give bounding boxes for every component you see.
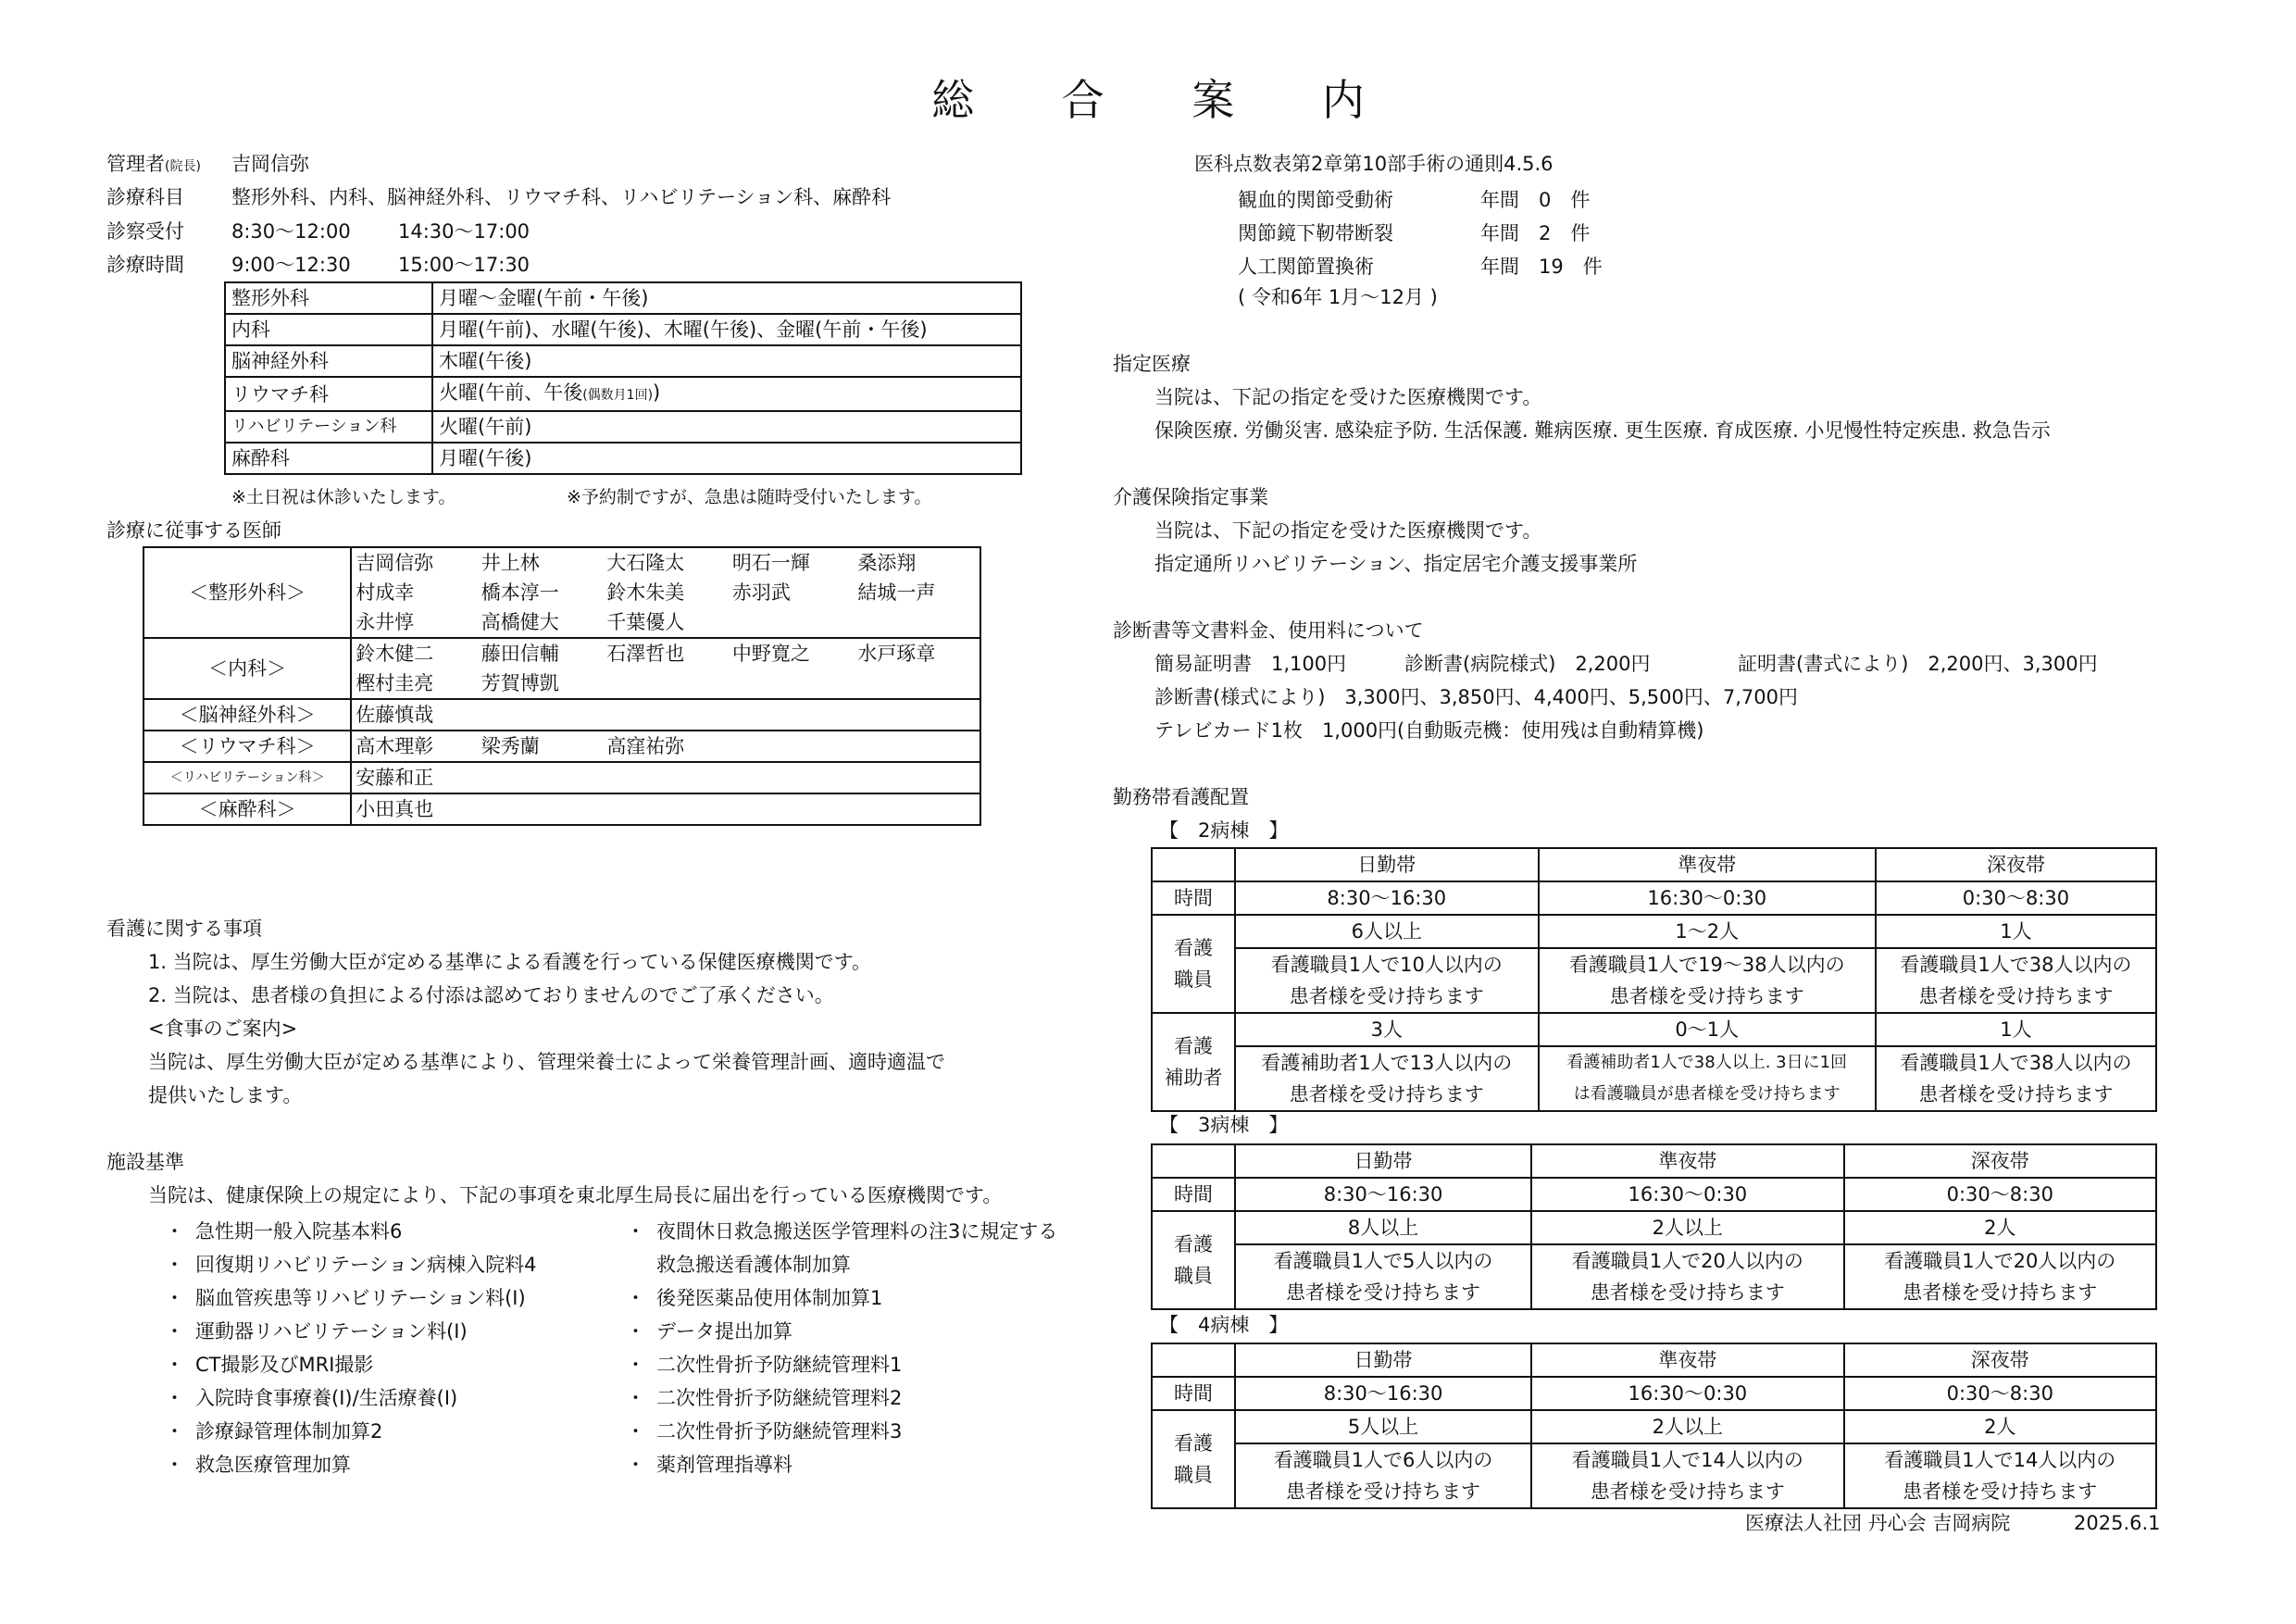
time-label: 時間 xyxy=(1152,1178,1235,1211)
nurse-desc: 患者様を受け持ちます xyxy=(1235,1476,1531,1508)
aide-label-line: 看護 xyxy=(1174,1035,1213,1057)
meal-heading: <食事のご案内> xyxy=(148,1018,298,1040)
schedule-dept: リウマチ科 xyxy=(225,377,432,411)
shift-header: 日勤帯 xyxy=(1235,1343,1531,1377)
surgery-name: 観血的関節受動術 xyxy=(1238,189,1393,211)
shift-time: 0:30～8:30 xyxy=(1876,881,2156,915)
schedule-time xyxy=(432,282,1021,314)
facility-item: ・ 二次性骨折予防継続管理料3 xyxy=(626,1415,1057,1448)
nurse-label-line: 職員 xyxy=(1174,1265,1213,1287)
nurse-label xyxy=(1152,1211,1235,1309)
facility-list-right xyxy=(626,1215,1057,1481)
doctor-category: ＜リハビリテーション科＞ xyxy=(144,762,351,793)
care-line-2: 指定通所リハビリテーション、指定居宅介護支援事業所 xyxy=(1154,553,1638,575)
doctor-name: 水戸琢章 xyxy=(854,638,980,668)
surgery-name: 人工関節置換術 xyxy=(1238,256,1374,278)
nurse-desc-row xyxy=(1152,948,2156,981)
surgery-name: 関節鏡下靭帯断裂 xyxy=(1238,222,1393,244)
dept-key: 診療科目 xyxy=(106,186,184,208)
doctor-row xyxy=(144,547,980,578)
fee-certificate: 証明書(書式により) 2,200円、3,300円 xyxy=(1738,653,2098,675)
nurse-label xyxy=(1152,915,1235,1013)
facility-item: ・ 救急医療管理加算 xyxy=(165,1448,536,1481)
nurse-count: 1人 xyxy=(1876,915,2156,948)
doctor-name: 藤田信輔 xyxy=(478,638,604,668)
nurse-desc: 看護職員1人で10人以内の xyxy=(1235,948,1539,981)
shift-header-row xyxy=(1152,1343,2156,1377)
aide-count: 0～1人 xyxy=(1539,1013,1876,1046)
schedule-time xyxy=(432,443,1021,474)
fees-line-3: テレビカード1枚 1,000円(自動販売機：使用残は自動精算機) xyxy=(1154,719,1704,742)
ward4-label: 【 4病棟 】 xyxy=(1159,1314,1289,1336)
doctor-name: 石澤哲也 xyxy=(603,638,729,668)
surgery-item xyxy=(1238,250,1701,283)
aide-desc-row xyxy=(1152,1046,2156,1079)
nurse-desc-row xyxy=(1152,1443,2156,1476)
doctor-name xyxy=(603,668,729,699)
hours-row xyxy=(106,251,530,279)
shift-header: 深夜帯 xyxy=(1844,1144,2156,1178)
nurse-count: 2人以上 xyxy=(1531,1211,1843,1244)
doctor-name: 大石隆太 xyxy=(603,547,729,578)
schedule-row xyxy=(225,345,1021,377)
aide-count-row xyxy=(1152,1013,2156,1046)
doctor-name xyxy=(854,762,980,793)
shift-time: 16:30～0:30 xyxy=(1539,881,1876,915)
doctor-name xyxy=(603,762,729,793)
dept-row xyxy=(106,183,892,211)
facility-list-left xyxy=(165,1215,536,1481)
doctor-name: 明石一輝 xyxy=(729,547,855,578)
nurse-count: 6人以上 xyxy=(1235,915,1539,948)
aide-desc: 患者様を受け持ちます xyxy=(1876,1079,2156,1111)
designated-line-1: 当院は、下記の指定を受けた医療機関です。 xyxy=(1154,386,1542,408)
doctor-name xyxy=(478,699,604,731)
facility-item: ・ 運動器リハビリテーション料(Ⅰ) xyxy=(165,1315,536,1348)
doctor-name: 鈴木朱美 xyxy=(606,581,685,604)
facility-item: ・ 二次性骨折予防継続管理料2 xyxy=(626,1381,1057,1415)
schedule-time-note: (偶数月1回) xyxy=(582,388,654,403)
nurse-desc: 患者様を受け持ちます xyxy=(1539,981,1876,1013)
shift-header: 日勤帯 xyxy=(1235,848,1539,881)
nurse-count-row xyxy=(1152,915,2156,948)
nurse-desc: 患者様を受け持ちます xyxy=(1531,1277,1843,1309)
facility-item: ・ 急性期一般入院基本料6 xyxy=(165,1215,536,1248)
nurse-desc-row xyxy=(1152,1277,2156,1309)
nurse-label-line: 看護 xyxy=(1174,1432,1213,1455)
nurse-count: 2人以上 xyxy=(1531,1410,1843,1443)
schedule-row xyxy=(225,377,1021,411)
nurse-desc: 看護職員1人で5人以内の xyxy=(1235,1244,1531,1277)
schedule-note-1: ※土日祝は休診いたします。 xyxy=(231,487,456,507)
designated-line-2: 保険医療. 労働災害. 感染症予防. 生活保護. 難病医療. 更生医療. 育成医療. 小児慢性特定疾患. 救急告示 xyxy=(1154,419,2051,442)
shift-time: 8:30～16:30 xyxy=(1235,1178,1531,1211)
ward3-label: 【 3病棟 】 xyxy=(1159,1114,1289,1136)
aide-desc: 看護補助者1人で13人以内の xyxy=(1235,1046,1539,1079)
time-row xyxy=(1152,1178,2156,1211)
doctor-category: ＜リウマチ科＞ xyxy=(144,731,351,762)
corner-cell xyxy=(1152,848,1235,881)
doctor-name: 芳賀博凱 xyxy=(478,668,604,699)
nurse-count-row xyxy=(1152,1211,2156,1244)
nurse-desc: 看護職員1人で6人以内の xyxy=(1235,1443,1531,1476)
footer-org: 医療法人社団 丹心会 吉岡病院 xyxy=(1745,1512,2011,1534)
shift-time: 0:30～8:30 xyxy=(1844,1178,2156,1211)
nurse-desc: 患者様を受け持ちます xyxy=(1235,981,1539,1013)
doctor-name: 高木理彰 xyxy=(351,731,478,762)
doctor-category: ＜麻酔科＞ xyxy=(144,793,351,825)
facility-item: ・ CT撮影及びMRI撮影 xyxy=(165,1348,536,1381)
doctor-name: 赤羽武 xyxy=(731,581,791,604)
surgery-heading: 医科点数表第2章第10部手術の通則4.5.6 xyxy=(1194,153,1554,175)
doctors-table xyxy=(143,546,981,826)
doctor-name xyxy=(854,668,980,699)
nurse-label-line: 職員 xyxy=(1174,968,1213,991)
aide-desc: 患者様を受け持ちます xyxy=(1235,1079,1539,1111)
schedule-table xyxy=(224,281,1022,475)
schedule-time-end: ) xyxy=(653,381,661,404)
doctor-category: ＜整形外科＞ xyxy=(144,547,351,638)
schedule-time-text: 火曜(午前、午後 xyxy=(439,381,583,404)
shift-header-row xyxy=(1152,848,2156,881)
time-label: 時間 xyxy=(1152,881,1235,915)
ward3-table xyxy=(1151,1143,2157,1310)
doctor-name xyxy=(854,793,980,825)
care-heading: 介護保険指定事業 xyxy=(1113,486,1268,508)
doctor-name: 樫村圭亮 xyxy=(351,668,478,699)
facility-item: ・ 夜間休日救急搬送医学管理料の注3に規定する xyxy=(626,1215,1057,1248)
nurse-desc-row xyxy=(1152,981,2156,1013)
facility-item: ・ 入院時食事療養(Ⅰ)/生活療養(Ⅰ) xyxy=(165,1381,536,1415)
nurse-desc: 看護職員1人で14人以内の xyxy=(1531,1443,1843,1476)
doctor-row xyxy=(144,762,980,793)
facility-heading: 施設基準 xyxy=(106,1151,184,1173)
facility-item: ・ 脳血管疾患等リハビリテーション料(Ⅰ) xyxy=(165,1281,536,1315)
doctor-name xyxy=(854,699,980,731)
nurse-desc: 看護職員1人で19～38人以内の xyxy=(1539,948,1876,981)
nurse-desc: 患者様を受け持ちます xyxy=(1844,1476,2156,1508)
facility-item: ・ データ提出加算 xyxy=(626,1315,1057,1348)
manager-key: 管理者 xyxy=(106,153,165,175)
fees-heading: 診断書等文書料金、使用料について xyxy=(1113,619,1424,642)
nurse-desc: 看護職員1人で38人以内の xyxy=(1876,948,2156,981)
aide-desc: 看護職員1人で38人以内の xyxy=(1876,1046,2156,1079)
aide-label-line: 補助者 xyxy=(1164,1067,1223,1089)
nurse-desc-row xyxy=(1152,1476,2156,1508)
schedule-row xyxy=(225,443,1021,474)
time-row xyxy=(1152,881,2156,915)
footer-date: 2025.6.1 xyxy=(2074,1512,2161,1534)
ward4-table xyxy=(1151,1343,2157,1509)
nurse-desc-row xyxy=(1152,1244,2156,1277)
doctor-name xyxy=(603,699,729,731)
corner-cell xyxy=(1152,1343,1235,1377)
facility-item: ・ 二次性骨折予防継続管理料1 xyxy=(626,1348,1057,1381)
shift-time: 0:30～8:30 xyxy=(1844,1377,2156,1410)
aide-count: 1人 xyxy=(1876,1013,2156,1046)
doctor-name: 吉岡信弥 xyxy=(351,547,478,578)
shift-time: 16:30～0:30 xyxy=(1531,1377,1843,1410)
shift-header-row xyxy=(1152,1144,2156,1178)
doctor-row xyxy=(144,638,980,668)
facility-item: ・ 診療録管理体制加算2 xyxy=(165,1415,536,1448)
facility-item: 救急搬送看護体制加算 xyxy=(656,1254,851,1276)
schedule-dept: 内科 xyxy=(225,314,432,345)
doctor-name: 村成幸 xyxy=(351,578,478,607)
designated-heading: 指定医療 xyxy=(1113,353,1191,375)
facility-item: ・ 後発医薬品使用体制加算1 xyxy=(626,1281,1057,1315)
doctor-name: 小田真也 xyxy=(351,793,478,825)
hours-key: 診療時間 xyxy=(106,254,184,276)
fees-line-2: 診断書(様式により) 3,300円、3,850円、4,400円、5,500円、7,700円 xyxy=(1154,686,1798,708)
shift-header: 日勤帯 xyxy=(1235,1144,1531,1178)
schedule-time xyxy=(432,377,1021,411)
schedule-dept: 麻酔科 xyxy=(225,443,432,474)
nurse-count: 5人以上 xyxy=(1235,1410,1531,1443)
doctor-name: 井上林 xyxy=(478,547,604,578)
aide-label xyxy=(1152,1013,1235,1111)
meal-line-2: 提供いたします。 xyxy=(148,1084,303,1106)
doctor-category: ＜内科＞ xyxy=(144,638,351,699)
manager-row xyxy=(106,150,309,178)
schedule-time-text: 木曜(午後) xyxy=(439,350,532,372)
doctor-name xyxy=(854,731,980,762)
shift-header: 深夜帯 xyxy=(1876,848,2156,881)
nurse-desc: 患者様を受け持ちます xyxy=(1844,1277,2156,1309)
schedule-dept: 整形外科 xyxy=(225,282,432,314)
schedule-note-2: ※予約制ですが、急患は随時受付いたします。 xyxy=(567,487,932,507)
doctor-name: 佐藤慎哉 xyxy=(351,699,478,731)
nurse-desc: 看護職員1人で14人以内の xyxy=(1844,1443,2156,1476)
aide-desc: 看護補助者1人で38人以上. 3日に1回 xyxy=(1539,1046,1876,1079)
manager-key-note: (院長) xyxy=(165,159,201,174)
reception-pm: 14:30～17:00 xyxy=(398,220,530,243)
nurse-desc: 患者様を受け持ちます xyxy=(1531,1476,1843,1508)
ward2-label: 【 2病棟 】 xyxy=(1159,819,1289,842)
reception-key: 診察受付 xyxy=(106,220,184,243)
schedule-time xyxy=(432,314,1021,345)
doctor-name: 中野寛之 xyxy=(729,638,855,668)
surgery-count: 年間 19 件 xyxy=(1480,256,1603,278)
nurse-count: 2人 xyxy=(1844,1410,2156,1443)
surgery-list xyxy=(1238,183,1701,283)
nurse-desc: 看護職員1人で20人以内の xyxy=(1531,1244,1843,1277)
nurse-desc: 患者様を受け持ちます xyxy=(1235,1277,1531,1309)
shift-time: 8:30～16:30 xyxy=(1235,1377,1531,1410)
doctor-name: 高橋健大 xyxy=(478,607,604,638)
doctor-name: 結城一声 xyxy=(854,578,980,607)
ward2-table xyxy=(1151,847,2157,1112)
nurse-desc: 看護職員1人で20人以内の xyxy=(1844,1244,2156,1277)
staffing-heading: 勤務帯看護配置 xyxy=(1113,786,1249,808)
doctor-name: 高窪祐弥 xyxy=(603,731,729,762)
time-row xyxy=(1152,1377,2156,1410)
fees-line-1 xyxy=(1154,650,2098,678)
doctor-name: 鈴木健二 xyxy=(351,638,478,668)
doctor-name xyxy=(478,793,604,825)
doctor-name xyxy=(729,731,855,762)
facility-intro: 当院は、健康保険上の規定により、下記の事項を東北厚生局長に届出を行っている医療機関です。 xyxy=(148,1184,1003,1206)
corner-cell xyxy=(1152,1144,1235,1178)
doctor-name: 安藤和正 xyxy=(351,762,478,793)
schedule-dept: リハビリテーション科 xyxy=(225,411,432,443)
doctor-name: 千葉優人 xyxy=(603,607,729,638)
doctor-name xyxy=(478,762,604,793)
care-line-1: 当院は、下記の指定を受けた医療機関です。 xyxy=(1154,519,1542,542)
surgery-item xyxy=(1238,217,1701,250)
aide-count: 3人 xyxy=(1235,1013,1539,1046)
doctor-name xyxy=(854,607,980,638)
nurse-count: 2人 xyxy=(1844,1211,2156,1244)
doctor-name xyxy=(729,607,855,638)
doctors-heading: 診療に従事する医師 xyxy=(106,519,281,542)
doctor-name: 橋本淳一 xyxy=(480,581,559,604)
page-title: 総 合 案 内 xyxy=(931,75,1402,125)
aide-desc-row xyxy=(1152,1079,2156,1111)
dept-value: 整形外科、内科、脳神経外科、リウマチ科、リハビリテーション科、麻酔科 xyxy=(231,186,892,208)
nurse-count: 1～2人 xyxy=(1539,915,1876,948)
schedule-row xyxy=(225,411,1021,443)
shift-time: 16:30～0:30 xyxy=(1531,1178,1843,1211)
shift-header: 準夜帯 xyxy=(1531,1343,1843,1377)
doctor-row xyxy=(144,731,980,762)
schedule-time xyxy=(432,345,1021,377)
nurse-label-line: 職員 xyxy=(1174,1464,1213,1486)
doctor-row xyxy=(144,793,980,825)
doctor-name: 桑添翔 xyxy=(854,547,980,578)
aide-desc: は看護職員が患者様を受け持ちます xyxy=(1539,1079,1876,1111)
facility-item: ・ 薬剤管理指導料 xyxy=(626,1448,1057,1481)
surgery-count: 年間 2 件 xyxy=(1480,222,1591,244)
shift-header: 準夜帯 xyxy=(1539,848,1876,881)
fee-simple-cert: 簡易証明書 1,100円 xyxy=(1154,653,1347,675)
nursing-line-1: 1. 当院は、厚生労働大臣が定める基準による看護を行っている保健医療機関です。 xyxy=(148,951,872,973)
nurse-count: 8人以上 xyxy=(1235,1211,1531,1244)
nurse-label-line: 看護 xyxy=(1174,1233,1213,1255)
surgery-item xyxy=(1238,183,1701,217)
nurse-label xyxy=(1152,1410,1235,1508)
hours-pm: 15:00～17:30 xyxy=(398,254,530,276)
schedule-row xyxy=(225,314,1021,345)
doctor-name: 永井惇 xyxy=(351,607,478,638)
schedule-time-text: 月曜～金曜(午前・午後) xyxy=(439,287,649,309)
nurse-label-line: 看護 xyxy=(1174,937,1213,959)
doctor-name: 梁秀蘭 xyxy=(478,731,604,762)
schedule-time-text: 月曜(午後) xyxy=(439,447,532,469)
reception-am: 8:30～12:00 xyxy=(231,220,351,243)
fee-diagnosis-hospital: 診断書(病院様式) 2,200円 xyxy=(1404,653,1651,675)
nurse-count-row xyxy=(1152,1410,2156,1443)
doctor-name xyxy=(603,793,729,825)
doctor-name xyxy=(729,699,855,731)
doctor-name xyxy=(729,668,855,699)
doctor-name xyxy=(729,793,855,825)
doctor-category: ＜脳神経外科＞ xyxy=(144,699,351,731)
reception-row xyxy=(106,218,530,245)
schedule-time-text: 月曜(午前)、水曜(午後)、木曜(午後)、金曜(午前・午後) xyxy=(439,319,928,341)
schedule-time-text: 火曜(午前) xyxy=(439,416,532,438)
shift-header: 深夜帯 xyxy=(1844,1343,2156,1377)
hours-am: 9:00～12:30 xyxy=(231,254,351,276)
doctor-row xyxy=(144,699,980,731)
shift-time: 8:30～16:30 xyxy=(1235,881,1539,915)
shift-header: 準夜帯 xyxy=(1531,1144,1843,1178)
facility-item: ・ 回復期リハビリテーション病棟入院料4 xyxy=(165,1248,536,1281)
time-label: 時間 xyxy=(1152,1377,1235,1410)
doctor-name xyxy=(729,762,855,793)
meal-line-1: 当院は、厚生労働大臣が定める基準により、管理栄養士によって栄養管理計画、適時適温で xyxy=(148,1051,945,1073)
surgery-period: ( 令和6年 1月～12月 ) xyxy=(1238,286,1438,308)
nurse-desc: 患者様を受け持ちます xyxy=(1876,981,2156,1013)
nursing-line-2: 2. 当院は、患者様の負担による付添は認めておりませんのでご了承ください。 xyxy=(148,984,834,1006)
schedule-time xyxy=(432,411,1021,443)
manager-value: 吉岡信弥 xyxy=(231,153,309,175)
schedule-dept: 脳神経外科 xyxy=(225,345,432,377)
nursing-heading: 看護に関する事項 xyxy=(106,918,262,940)
schedule-row xyxy=(225,282,1021,314)
surgery-count: 年間 0 件 xyxy=(1480,189,1591,211)
